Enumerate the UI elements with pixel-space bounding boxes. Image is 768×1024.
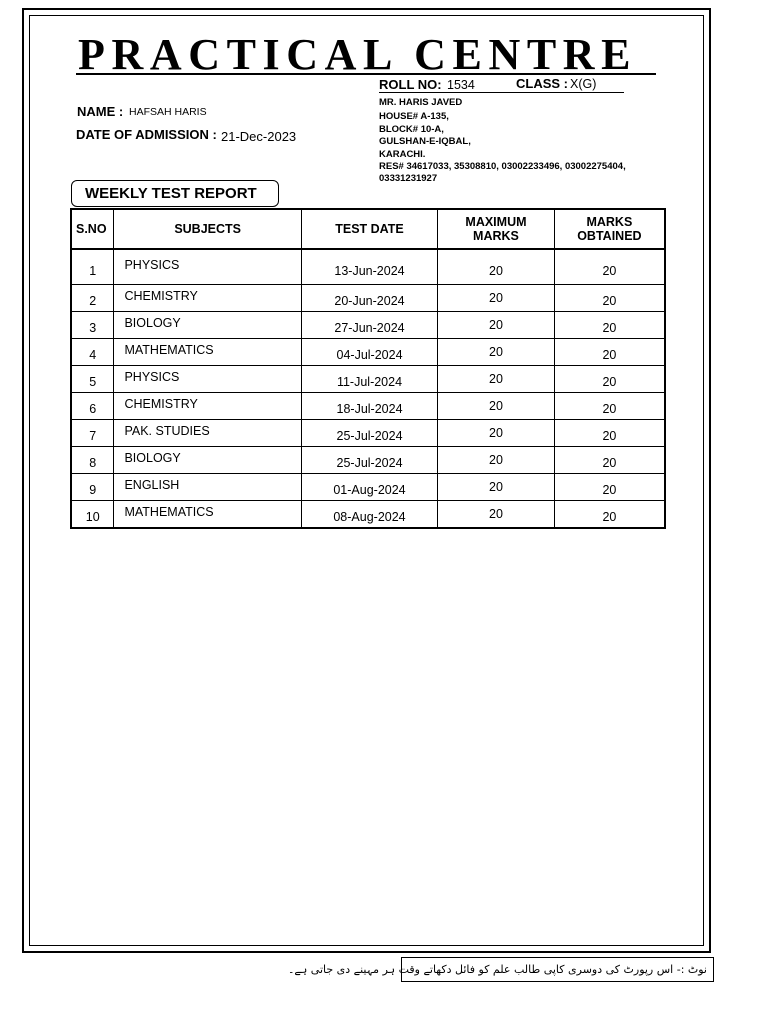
cell-test-date: 08-Aug-2024 [301, 501, 437, 529]
column-header-maximum-marks: MAXIMUM MARKS [438, 209, 555, 249]
cell-marks-obtained: 20 [554, 312, 665, 339]
cell-test-date: 13-Jun-2024 [301, 249, 437, 285]
table-row [71, 501, 665, 529]
cell-subject: PHYSICS [114, 249, 301, 285]
marks-table [70, 208, 666, 529]
address-line: KARACHI. [379, 148, 426, 160]
admission-date-label: DATE OF ADMISSION : [76, 127, 217, 142]
report-title-box: WEEKLY TEST REPORT [71, 180, 279, 207]
cell-subject: CHEMISTRY [114, 393, 301, 420]
cell-marks-obtained: 20 [554, 474, 665, 501]
table-row [71, 447, 665, 474]
cell-marks-obtained: 20 [554, 339, 665, 366]
table-header-row [71, 209, 665, 249]
address-line: HOUSE# A-135, [379, 111, 449, 123]
cell-max-marks: 20 [438, 420, 555, 447]
address-line: BLOCK# 10-A, [379, 123, 444, 135]
cell-max-marks: 20 [438, 474, 555, 501]
cell-test-date: 25-Jul-2024 [301, 420, 437, 447]
class-label: CLASS : [516, 76, 568, 91]
address-line: GULSHAN-E-IQBAL, [379, 136, 471, 148]
table-row [71, 393, 665, 420]
phone-numbers: 03331231927 [379, 173, 438, 185]
phone-numbers: RES# 34617033, 35308810, 03002233496, 03002275404, [379, 161, 626, 173]
cell-subject: PHYSICS [114, 366, 301, 393]
cell-test-date: 11-Jul-2024 [301, 366, 437, 393]
cell-max-marks: 20 [438, 447, 555, 474]
cell-sno: 9 [71, 474, 114, 501]
cell-subject: BIOLOGY [114, 312, 301, 339]
roll-class-underline [379, 92, 624, 93]
urdu-footer-note: نوٹ :- اس رپورٹ کی دوسری کاپی طالب علم کو فائل دکھاتے وقت ہر مہینے دی جاتی ہے۔ [401, 957, 714, 982]
column-header-marks-obtained: MARKS OBTAINED [554, 209, 665, 249]
cell-subject: MATHEMATICS [114, 339, 301, 366]
cell-sno: 6 [71, 393, 114, 420]
cell-max-marks: 20 [438, 249, 555, 285]
cell-marks-obtained: 20 [554, 447, 665, 474]
cell-sno: 4 [71, 339, 114, 366]
cell-max-marks: 20 [438, 285, 555, 312]
table-row [71, 249, 665, 285]
column-header-test-date: TEST DATE [301, 209, 437, 249]
cell-subject: MATHEMATICS [114, 501, 301, 529]
table-row [71, 312, 665, 339]
cell-test-date: 18-Jul-2024 [301, 393, 437, 420]
cell-sno: 7 [71, 420, 114, 447]
cell-max-marks: 20 [438, 393, 555, 420]
cell-sno: 2 [71, 285, 114, 312]
cell-marks-obtained: 20 [554, 501, 665, 529]
cell-subject: BIOLOGY [114, 447, 301, 474]
cell-max-marks: 20 [438, 312, 555, 339]
column-header-sno: S.NO [71, 209, 114, 249]
cell-test-date: 27-Jun-2024 [301, 312, 437, 339]
table-row [71, 366, 665, 393]
cell-test-date: 20-Jun-2024 [301, 285, 437, 312]
cell-sno: 10 [71, 501, 114, 529]
student-name-label: NAME : [77, 104, 124, 119]
cell-sno: 8 [71, 447, 114, 474]
cell-max-marks: 20 [438, 501, 555, 529]
roll-number-label: ROLL NO: [379, 77, 442, 92]
guardian-name: MR. HARIS JAVED [379, 97, 463, 108]
table-row [71, 339, 665, 366]
admission-date-value: 21-Dec-2023 [221, 129, 297, 144]
cell-sno: 1 [71, 249, 114, 285]
guardian-address-block [379, 97, 679, 186]
table-row [71, 474, 665, 501]
cell-marks-obtained: 20 [554, 366, 665, 393]
cell-marks-obtained: 20 [554, 420, 665, 447]
class-value: X(G) [570, 77, 597, 91]
cell-subject: ENGLISH [114, 474, 301, 501]
page-title: PRACTICAL CENTRE [78, 30, 638, 79]
cell-subject: PAK. STUDIES [114, 420, 301, 447]
cell-sno: 3 [71, 312, 114, 339]
cell-test-date: 25-Jul-2024 [301, 447, 437, 474]
column-header-subjects: SUBJECTS [114, 209, 301, 249]
cell-max-marks: 20 [438, 339, 555, 366]
cell-marks-obtained: 20 [554, 393, 665, 420]
cell-test-date: 04-Jul-2024 [301, 339, 437, 366]
cell-test-date: 01-Aug-2024 [301, 474, 437, 501]
table-row [71, 285, 665, 312]
roll-number-value: 1534 [447, 78, 475, 92]
table-row [71, 420, 665, 447]
cell-marks-obtained: 20 [554, 249, 665, 285]
cell-max-marks: 20 [438, 366, 555, 393]
cell-subject: CHEMISTRY [114, 285, 301, 312]
student-name-value: HAFSAH HARIS [129, 106, 207, 118]
cell-sno: 5 [71, 366, 114, 393]
title-underline [76, 73, 656, 75]
cell-marks-obtained: 20 [554, 285, 665, 312]
